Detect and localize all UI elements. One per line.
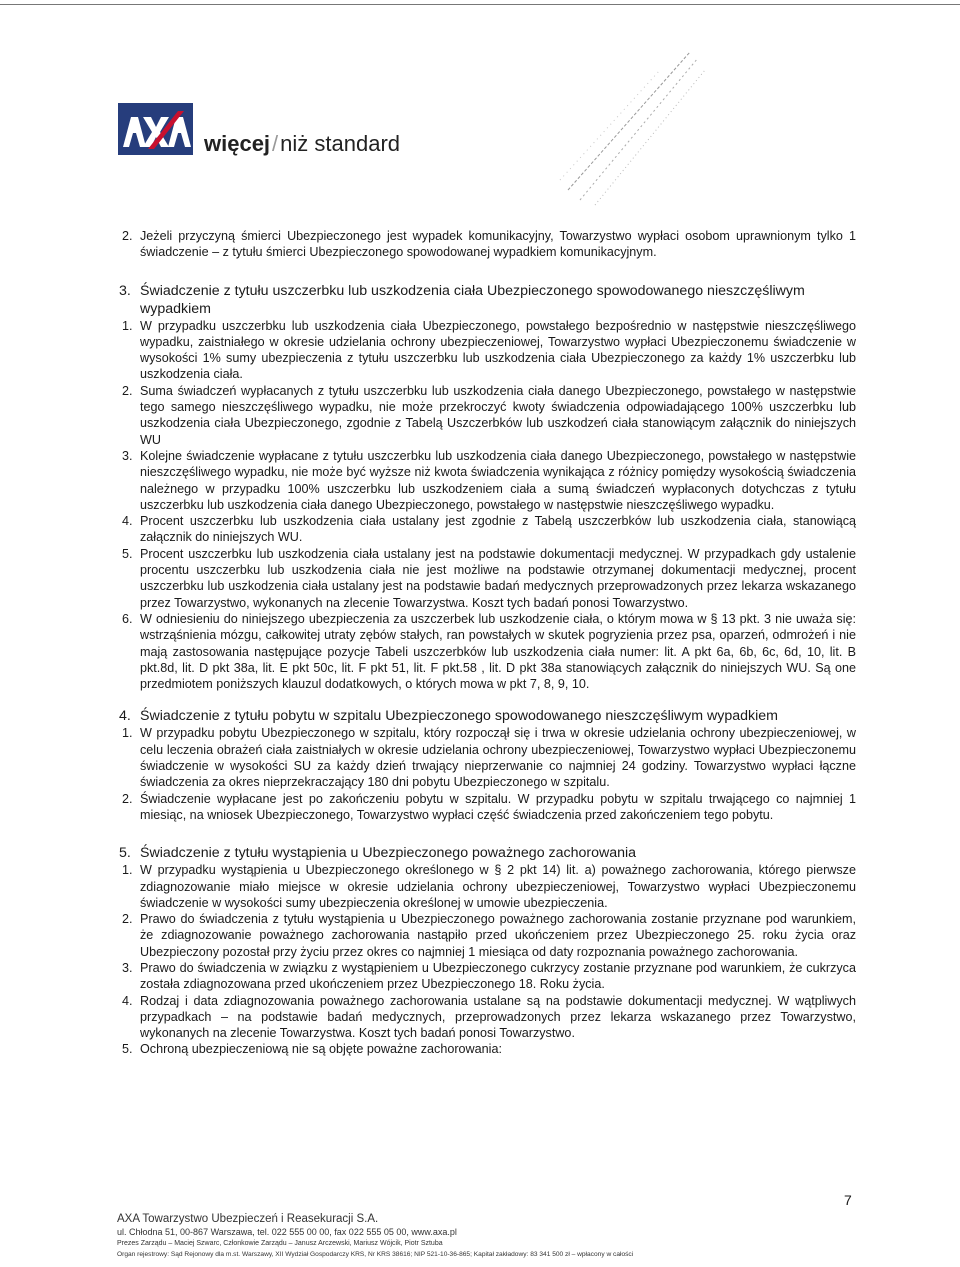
item-number: 2. <box>122 229 133 243</box>
tagline-slash: / <box>272 131 279 156</box>
axa-logo <box>118 103 193 155</box>
list-item <box>117 383 856 448</box>
item-number: 5. <box>122 546 133 561</box>
section-title: Świadczenie z tytułu pobytu w szpitalu Ubezpieczonego spowodowanego nieszczęśliwym wypadkiem <box>140 708 778 725</box>
page-number: 7 <box>844 1192 852 1208</box>
item-text: Procent uszczerbku lub uszkodzenia ciała ustalany jest na podstawie dokumentacji medycznej. W przypadkach gdy ustalenie procentu uszczerbku lub uszkodzenia ciała nie jest możliwe na podstawie otrzymanej dokumentacji medycznej, procent uszczerbku lub uszkodzenia ciała ustalany jest na podstawie badań medycznych przeprowadzonych przez lekarza wskazanego przez Towarzystwo, wykonanych na zlecenie Towarzystwa. Koszt tych badań ponosi Towarzystwo. <box>140 546 856 610</box>
item-text: Rodzaj i data zdiagnozowania poważnego zachorowania ustalane są na podstawie dokumentacji medycznej. W wątpliwych przypadkach – na podstawie badań medycznych, przeprowadzonych przez lekarza wskazanego przez Towarzystwo, wykonanych na zlecenie Towarzystwa. Koszt tych badań ponosi Towarzystwo. <box>140 993 856 1041</box>
item-number: 4. <box>122 993 133 1008</box>
item-number: 3. <box>122 960 133 975</box>
item-text: W przypadku wystąpienia u Ubezpieczonego określonego w § 2 pkt 14) lit. a) poważnego zachorowania, którego pierwsze zdiagnozowanie miało miejsce w okresie udzielania ochrony ubezpieczeniowej, Towarzystwo wypłaci Ubezpieczonemu świadczenie w wysokości sumy ubezpieczenia określonej w umowie ubezpieczenia. <box>140 863 856 910</box>
list-item <box>117 791 856 824</box>
section-title: Świadczenie z tytułu uszczerbku lub uszkodzenia ciała Ubezpieczonego spowodowanego nieszczęśliwym wypadkiem <box>140 282 805 317</box>
list-item <box>117 911 856 960</box>
section-heading <box>117 282 856 318</box>
company-footer <box>117 1212 917 1260</box>
item-number: 2. <box>122 383 133 398</box>
item-text: Kolejne świadczenie wypłacane z tytułu uszczerbku lub uszkodzenia ciała danego Ubezpieczonego, powstałego w następstwie nieszczęśliwego wypadku, nie może być wyższe niż kwota świadczenia wynikająca z różnicy pomiędzy wysokością świadczenia należnego w przypadku 100% uszczerbku lub uszkodzeniem ciała a sumą świadczeń wypłaconych dotychczas z tytułu uszczerbku lub uszkodzenia ciała danego Ubezpieczonego, powstałego w następstwie nieszczęśliwego wypadku. <box>140 448 856 512</box>
item-text: W odniesieniu do niniejszego ubezpieczenia za uszczerbek lub uszkodzenie ciała, o którym mowa w § 13 pkt. 3 nie uważa się: wstrząśnienia mózgu, całkowitej utraty zębów stałych, ran powstałych w skutek pogryzienia przez psa, oparzeń, odmrożeń i nie mają zastosowania następujące pozycje Tabeli uszczerbków lub uszkodzenia ciała numer: lit. A pkt 6a, 6b, 6c, 6d, 10, lit. B pkt.8d, lit. D pkt 38a, lit. E pkt 50c, lit. F pkt 51, lit. F pkt.58 , lit. D pkt 38a stanowiących załącznik do niniejszych WU. Są one przedmiotem poniższych klauzul dodatkowych, o których mowa w pkt 7, 8, 9, 10. <box>140 611 856 692</box>
item-number: 6. <box>122 611 133 626</box>
intro-item <box>117 228 856 261</box>
item-number: 1. <box>122 318 133 333</box>
list-item <box>117 960 856 993</box>
item-text: Świadczenie wypłacane jest po zakończeniu pobytu w szpitalu. W przypadku pobytu w szpitalu trwającego co najmniej 1 miesiąc, na wniosek Ubezpieczonego, Towarzystwo wypłaci część świadczenia przed zakończeniem tego pobytu. <box>140 791 856 822</box>
list-item <box>117 611 856 692</box>
item-number: 4. <box>122 514 133 529</box>
item-number: 2. <box>122 912 133 927</box>
item-number: 2. <box>122 791 133 806</box>
item-text: Ochroną ubezpieczeniową nie są objęte poważne zachorowania: <box>140 1042 502 1057</box>
section-heading <box>117 844 856 862</box>
item-text: W przypadku uszczerbku lub uszkodzenia ciała Ubezpieczonego, powstałego bezpośrednio w następstwie nieszczęśliwego wypadku, zaistniałego w okresie udzielania ochrony ubezpieczeniowej, Towarzystwo wypłaci Ubezpieczonemu świadczenie w wysokości 1% sumy ubezpieczenia z tytułu uszczerbku lub uszkodzenia ciała Ubezpieczonego za każdy 1% uszczerbku lub uszkodzenia ciała. <box>140 318 856 382</box>
item-number: 1. <box>122 726 133 741</box>
brand-tagline <box>204 131 400 157</box>
item-text: Procent uszczerbku lub uszkodzenia ciała ustalany jest zgodnie z Tabelą uszczerbków lub uszkodzenia ciała, stanowiącą załącznik do niniejszych WU. <box>140 514 856 545</box>
section-heading <box>117 707 856 725</box>
list-item <box>117 513 856 546</box>
top-rule <box>0 4 960 5</box>
footer-registry: Organ rejestrowy: Sąd Rejonowy dla m.st. Warszawy, XII Wydział Gospodarczy KRS, Nr KRS 38616; NIP 521-10-36-865; Kapitał zakładowy: 83 341 500 zł – wpłacony w całości <box>117 1251 634 1258</box>
list-item <box>117 725 856 790</box>
footer-address: ul. Chłodna 51, 00-867 Warszawa, tel. 022 555 00 00, fax 022 555 05 00, www.axa.pl <box>117 1227 457 1237</box>
tagline-bold: więcej <box>204 131 271 156</box>
decorative-slash-lines <box>540 40 720 210</box>
item-number: 3. <box>122 448 133 463</box>
item-number: 1. <box>122 863 133 878</box>
list-item <box>117 993 856 1042</box>
list-item <box>117 1041 856 1057</box>
footer-company-name: AXA Towarzystwo Ubezpieczeń i Reasekuracji S.A. <box>117 1213 379 1225</box>
footer-management: Prezes Zarządu – Maciej Szwarc, Członkowie Zarządu – Janusz Arczewski, Mariusz Wójcik, Piotr Sztuba <box>117 1240 443 1247</box>
tagline-rest: niż standard <box>280 131 401 156</box>
item-text: Suma świadczeń wypłacanych z tytułu uszczerbku lub uszkodzenia ciała danego Ubezpieczonego, powstałego w następstwie tego samego nieszczęśliwego wypadku, nie może przekroczyć kwoty świadczenia odpowiadającego 100% uszczerbku lub uszkodzenia ciała Ubezpieczonego, zgodnie z Tabelą Uszczerbków lub uszkodzeń ciała stanowiącym załącznik do niniejszych WU <box>140 383 856 447</box>
document-body <box>117 228 856 1058</box>
list-item <box>117 862 856 911</box>
list-item <box>117 318 856 383</box>
item-number: 5. <box>122 1042 133 1057</box>
section-number: 4. <box>119 708 131 725</box>
list-item <box>117 448 856 513</box>
item-text: Jeżeli przyczyną śmierci Ubezpieczonego jest wypadek komunikacyjny, Towarzystwo wypłaci osobom uprawnionym tylko 1 świadczenie – z tytułu śmierci Ubezpieczonego spowodowanej wypadkiem komunikacyjnym. <box>140 229 856 260</box>
item-text: Prawo do świadczenia w związku z wystąpieniem u Ubezpieczonego cukrzycy zostanie przyznane pod warunkiem, że cukrzyca została zdiagnozowana przed ukończeniem przez Ubezpieczonego 18. Roku życia. <box>140 960 856 992</box>
list-item <box>117 546 856 611</box>
section-number: 3. <box>119 282 131 299</box>
section-title: Świadczenie z tytułu wystąpienia u Ubezpieczonego poważnego zachorowania <box>140 845 637 862</box>
item-text: W przypadku pobytu Ubezpieczonego w szpitalu, który rozpoczął się i trwa w okresie udzielania ochrony ubezpieczeniowej, w celu leczenia obrażeń ciała zaistniałych w okresie udzielania ochrony ubezpieczeniowej, Towarzystwo wypłaci Ubezpieczonemu świadczenie w wysokości SU za każdy dzień trwający nieprzerwanie co najmniej 24 godziny. Towarzystwo wypłaci łączne świadczenia za okres nieprzekraczający 180 dni pobytu Ubezpieczonego w szpitalu. <box>140 726 856 790</box>
section-number: 5. <box>119 845 131 862</box>
item-text: Prawo do świadczenia z tytułu wystąpienia u Ubezpieczonego poważnego zachorowania zostanie przyznane pod warunkiem, że zdiagnozowanie poważnego zachorowania nastąpiło przed ukończeniem przez Ubezpieczonego 25. roku życia oraz Ubezpieczony pozostał przy życiu przez okres co najmniej 1 miesiąca od daty rozpoznania poważnego zachorowania. <box>140 912 856 959</box>
